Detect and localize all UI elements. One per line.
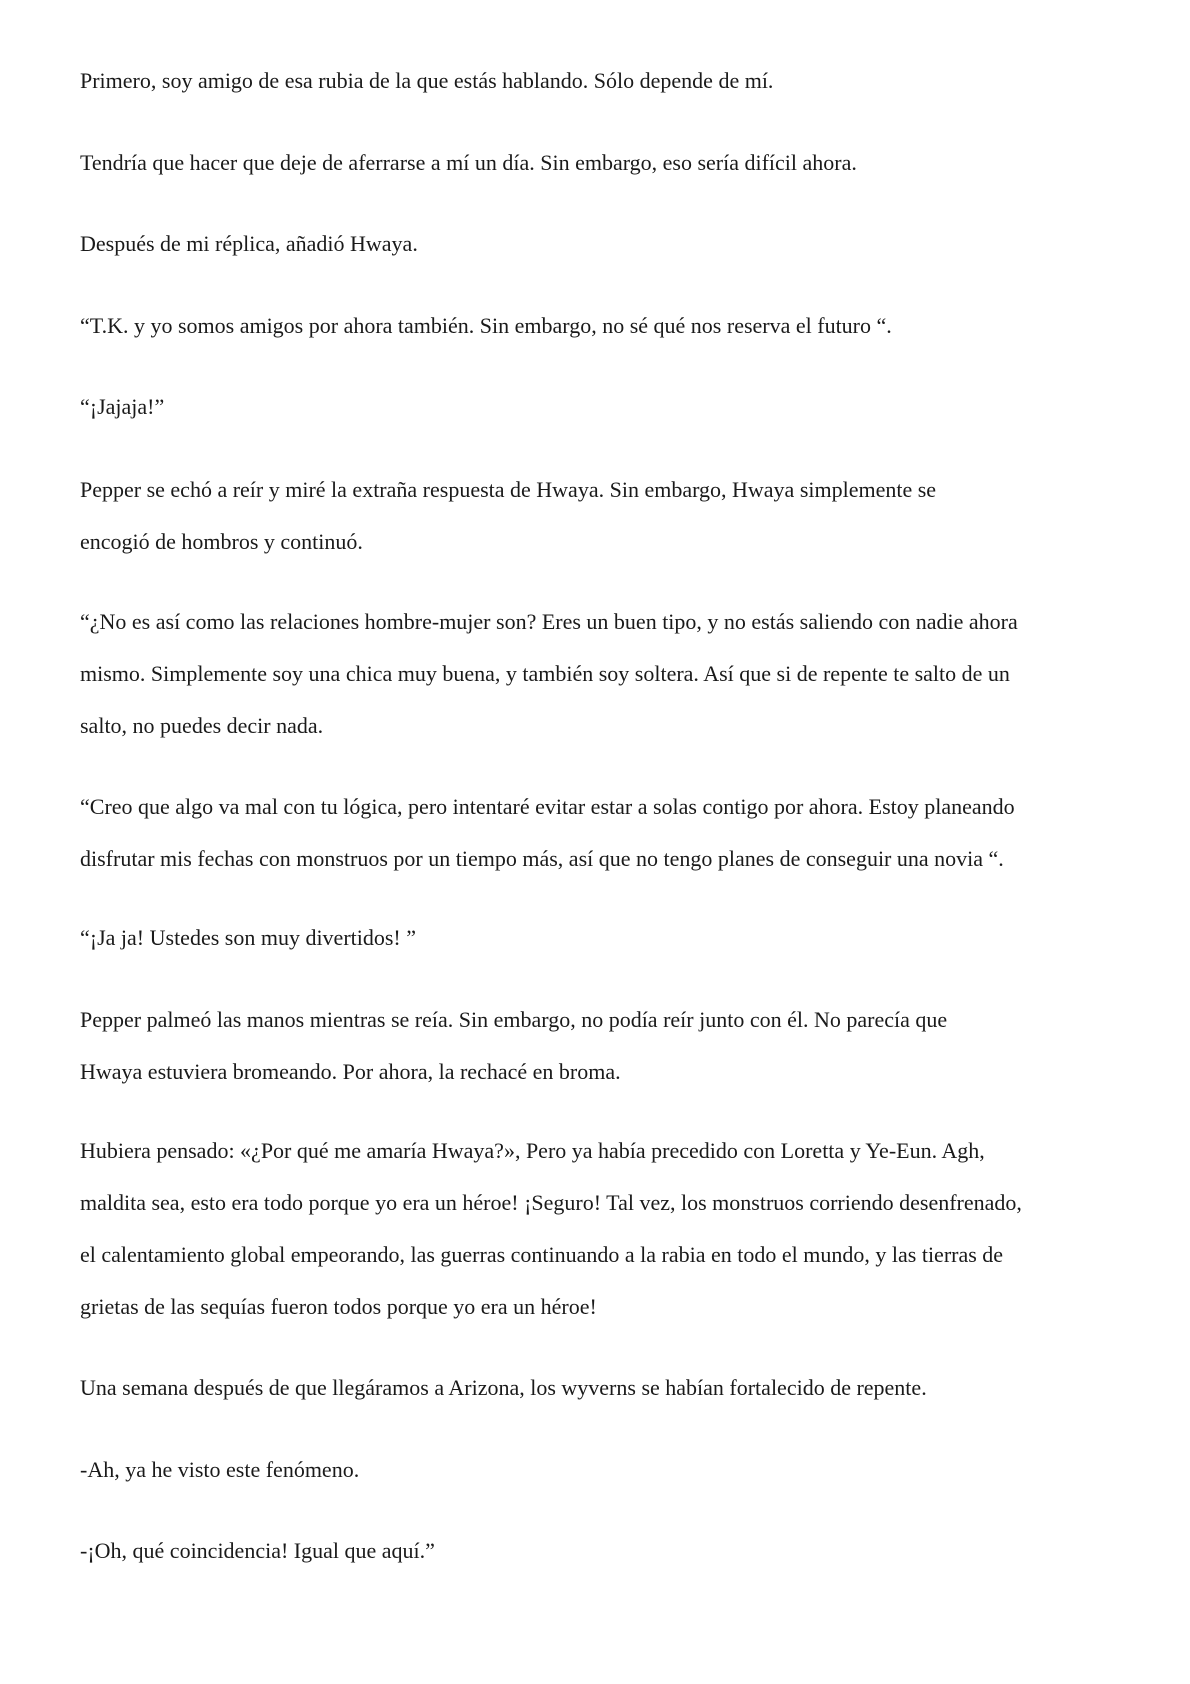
text-line: mismo. Simplemente soy una chica muy buena, y también soy soltera. Así que si de repente te salto de un <box>80 661 1010 686</box>
text-line: “¡Jajaja!” <box>80 394 165 419</box>
paragraph <box>80 1124 1120 1332</box>
text-line: encogió de hombros y continuó. <box>80 529 363 554</box>
text-line: Pepper palmeó las manos mientras se reía. Sin embargo, no podía reír junto con él. No parecía que <box>80 1007 948 1032</box>
paragraph <box>80 1443 1120 1497</box>
text-line: “Creo que algo va mal con tu lógica, pero intentaré evitar estar a solas contigo por ahora. Estoy planeando <box>80 794 1015 819</box>
paragraph <box>80 993 1120 1097</box>
text-line: -Ah, ya he visto este fenómeno. <box>80 1457 360 1482</box>
text-line: maldita sea, esto era todo porque yo era un héroe! ¡Seguro! Tal vez, los monstruos corriendo desenfrenado, <box>80 1190 1022 1215</box>
document-page <box>80 0 1120 1684</box>
text-line: Hubiera pensado: «¿Por qué me amaría Hwaya?», Pero ya había precedido con Loretta y Ye-Eun. Agh, <box>80 1138 985 1163</box>
text-line: Una semana después de que llegáramos a Arizona, los wyverns se habían fortalecido de repente. <box>80 1375 927 1400</box>
paragraph <box>80 595 1120 751</box>
paragraph <box>80 217 1120 271</box>
paragraph <box>80 299 1120 353</box>
text-line: Pepper se echó a reír y miré la extraña respuesta de Hwaya. Sin embargo, Hwaya simplemente se <box>80 477 937 502</box>
paragraph <box>80 1361 1120 1415</box>
paragraph <box>80 380 1120 434</box>
text-line: Primero, soy amigo de esa rubia de la que estás hablando. Sólo depende de mí. <box>80 68 774 93</box>
paragraph <box>80 780 1120 884</box>
paragraph <box>80 54 1120 108</box>
text-line: Después de mi réplica, añadió Hwaya. <box>80 231 418 256</box>
paragraph <box>80 463 1120 567</box>
paragraph <box>80 136 1120 190</box>
text-line: disfrutar mis fechas con monstruos por un tiempo más, así que no tengo planes de conseguir una novia “. <box>80 846 1004 871</box>
paragraph <box>80 1524 1120 1578</box>
text-line: Hwaya estuviera bromeando. Por ahora, la rechacé en broma. <box>80 1059 621 1084</box>
text-line: “T.K. y yo somos amigos por ahora también. Sin embargo, no sé qué nos reserva el futuro “. <box>80 313 892 338</box>
text-line: “¿No es así como las relaciones hombre-mujer son? Eres un buen tipo, y no estás saliendo con nadie ahora <box>80 609 1018 634</box>
text-line: “¡Ja ja! Ustedes son muy divertidos! ” <box>80 925 417 950</box>
paragraph <box>80 911 1120 965</box>
text-line: -¡Oh, qué coincidencia! Igual que aquí.” <box>80 1538 435 1563</box>
text-line: el calentamiento global empeorando, las guerras continuando a la rabia en todo el mundo, y las tierras de <box>80 1242 1004 1267</box>
text-line: Tendría que hacer que deje de aferrarse a mí un día. Sin embargo, eso sería difícil ahora. <box>80 150 857 175</box>
text-line: salto, no puedes decir nada. <box>80 713 324 738</box>
text-line: grietas de las sequías fueron todos porque yo era un héroe! <box>80 1294 597 1319</box>
